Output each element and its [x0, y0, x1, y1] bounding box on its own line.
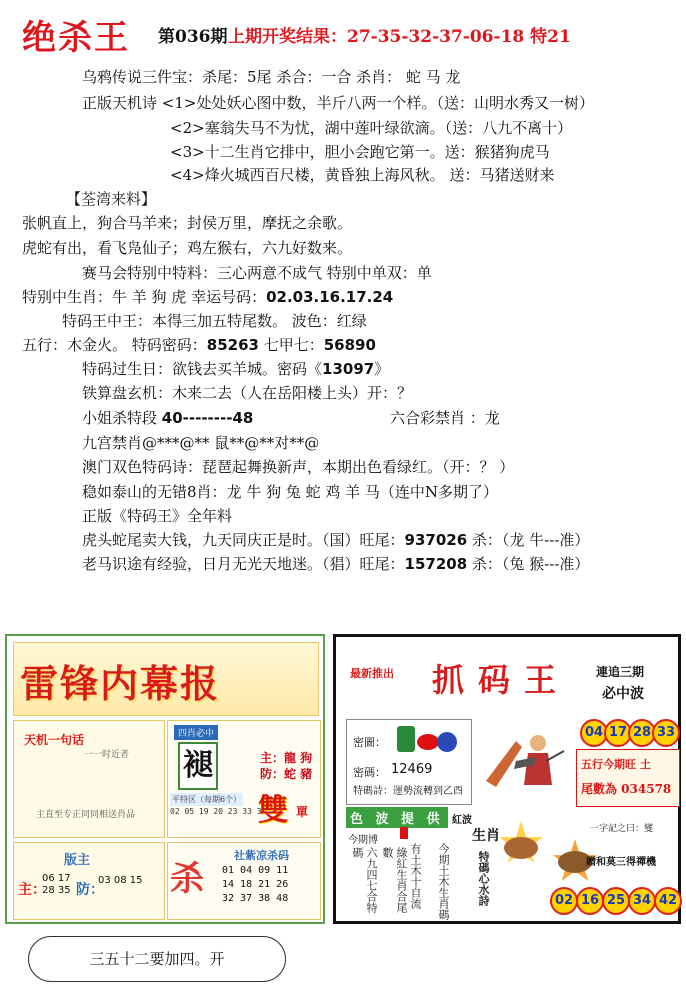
bottom-ball-5: 42 [654, 887, 682, 915]
vertical-text-4: 今期土木生肖碼 [437, 843, 450, 920]
line-tsuen-1: 张帆直上，狗合马羊来；封侯万里，摩抚之余歌。 [22, 214, 353, 232]
top-ball-2: 17 [604, 719, 632, 747]
shejun-row-2: 14 18 21 26 [222, 879, 289, 890]
line-tiger-snake [82, 531, 589, 549]
seven-code: 56890 [323, 336, 376, 354]
secret-code-value: 12469 [391, 762, 433, 777]
shejun-title: 社紫凉杀码 [234, 849, 289, 862]
shejun-row-3: 32 37 38 48 [222, 893, 289, 904]
big-char-box: 褪 [178, 742, 218, 790]
five-element-panel [576, 749, 680, 807]
new-release-tag: 最新推出 [350, 667, 394, 680]
zhu2-label: 主： [18, 882, 46, 898]
kill-segment-label: 小姐杀特段 [82, 409, 162, 427]
card1-title-band [13, 642, 319, 716]
fruit-icon [417, 734, 439, 750]
line-abacus: 铁算盘玄机：木来二去（人在岳阳楼上头）开：？ [82, 384, 413, 402]
line-five-elements [22, 336, 376, 354]
special-poem: 特碼詩：運勢流轉到乙酉 [353, 786, 463, 797]
bottom-ball-2: 16 [576, 887, 604, 915]
tiger-snake-text: 虎头蛇尾卖大钱，九天同庆正是时。（国）旺尾： [82, 531, 405, 549]
line-birthday [82, 360, 389, 378]
fang2-numbers: 03 08 15 [98, 875, 143, 886]
ball-icon [437, 732, 457, 752]
vertical-text-5: 特碼心水詩 [477, 851, 490, 906]
animal-left-icon [504, 837, 538, 859]
lucky-numbers: 02.03.16.17.24 [266, 288, 394, 306]
logo: 绝杀王 [22, 18, 130, 58]
side-line: 主直至专正同同相送肖品 [36, 810, 136, 820]
birthday-text: 特码过生日：欲钱去买羊城。密码《 [82, 360, 323, 378]
one-word-label: 一字記之曰：燮 [590, 824, 654, 834]
red-wave: 紅波 [452, 815, 472, 826]
line-eight-zodiac: 稳如泰山的无错8肖：龙 牛 狗 兔 蛇 鸡 羊 马（连中N多期了） [82, 483, 499, 501]
tail-number-text: 尾數為 034578 [581, 782, 672, 796]
line-poem-4: <4>烽火城西百尺楼，黄昏独上海风秋。 送：马猪送财来 [170, 166, 555, 184]
line-old-horse [82, 555, 589, 573]
line-nine-palace: 九宫禁肖@***@** 鼠**@**对**@ [82, 434, 320, 452]
tiger-snake-code: 937026 [404, 531, 468, 549]
zhu-zodiac: 主：龍 狗 [260, 751, 313, 765]
zone-label: 四肖必中 [174, 725, 218, 740]
zhua-ma-wang-card [333, 634, 681, 924]
cloud-hint: 三五十二要加四。开 [28, 936, 286, 982]
zodiac-label: 生肖 [472, 828, 500, 844]
old-horse-kill: 杀：（兔 猴---准） [467, 555, 590, 573]
top-ball-3: 28 [628, 719, 656, 747]
line-poem-2: <2>塞翁失马不为忧，湖中莲叶绿欲滴。（送：八九不离十） [170, 119, 573, 137]
line-jockey: 赛马会特别中特料：三心两意不成气 特别中单双：单 [82, 264, 432, 282]
color-wave-banner: 色 波 提 供 [346, 807, 448, 828]
vertical-text-1: 六九四七合特碼 [351, 847, 378, 913]
five-elements-text: 五行：木金火。 特码密码： [22, 336, 207, 354]
bottom-ball-4: 34 [628, 887, 656, 915]
top-ball-1: 04 [580, 719, 608, 747]
seven-label: 七甲七： [258, 336, 324, 354]
line-poem-1: 正版天机诗 <1>处处妖心图中数，半斤八两一个样。（送：山明水秀又一树） [82, 94, 594, 112]
shejun-row-1: 01 04 09 11 [222, 865, 289, 876]
section-tsuen-wan: 【荃湾来料】 [66, 190, 157, 208]
issue-number: 第036期 [158, 27, 228, 47]
zhu2-numbers: 06 17 28 35 [42, 873, 71, 896]
birthday-close: 》 [374, 360, 390, 378]
vertical-text-2: 綠紅生肖合尾數 [381, 847, 408, 913]
line-king: 特码王中王：本得三加五特尾数。 波色：红绿 [62, 312, 367, 330]
tianji-title: 天机一句话 [24, 733, 85, 747]
secret-panel [346, 719, 472, 805]
vertical-text-3: 有土木十自流 [409, 843, 422, 909]
warrior-illustration [476, 721, 566, 799]
dan-char: 單 [296, 805, 309, 819]
tianji-panel [13, 720, 165, 838]
secret-code: 85263 [206, 336, 259, 354]
tiger-snake-kill: 杀：（龙 牛---准） [467, 531, 590, 549]
zodiac-text: 特别中生肖：牛 羊 狗 虎 幸运号码： [22, 288, 267, 306]
top-ball-4: 33 [652, 719, 680, 747]
line-kill-segment [82, 409, 253, 427]
line-zodiac [22, 288, 393, 306]
pingte-label: 平特区（每期6个） [172, 795, 242, 804]
lei-feng-card [5, 634, 325, 924]
tianji-sub: 一一时近者 [84, 750, 130, 760]
line-macau-poem: 澳门双色特码诗：琵琶起舞换新声，本期出色看绿红。（开：？ ） [82, 458, 515, 476]
gift-text: 贈和莫三得禪機 [586, 857, 656, 868]
fang-zodiac: 防：蛇 豬 [260, 767, 313, 781]
line-crow-legend: 乌鸦传说三件宝：杀尾：5尾 杀合：一合 杀肖： 蛇 马 龙 [82, 68, 461, 86]
five-element-text: 五行今期旺 土 [581, 758, 651, 771]
kill-panel [167, 842, 321, 920]
ban-panel [13, 842, 165, 920]
kill-segment-range: 40--------48 [161, 409, 254, 427]
pingte-numbers: 02 05 19 20 23 33 36 45 [170, 807, 281, 816]
secret-code-label: 密碼： [353, 766, 386, 779]
old-horse-text: 老马识途有经验，日月无光天地迷。（猖）旺尾： [82, 555, 405, 573]
card1-title: 雷锋内幕报 [20, 661, 221, 706]
three-periods: 連追三期 [596, 665, 645, 679]
birthday-code: 13097 [322, 360, 375, 378]
ban-label: 版主 [64, 853, 91, 868]
line-banned-zodiac: 六合彩禁肖 ：龙 [390, 409, 500, 427]
old-horse-code: 157208 [404, 555, 468, 573]
card2-title: 抓码王 [432, 661, 571, 699]
bottom-ball-1: 02 [550, 887, 578, 915]
last-result: 上期开奖结果：27-35-32-37-06-18 特21 [228, 27, 571, 47]
line-annual: 正版《特码王》全年料 [82, 507, 233, 525]
shuang-char: 雙 [258, 793, 288, 828]
fang2-label: 防： [76, 882, 104, 898]
line-tsuen-2: 虎蛇有出，看飞凫仙子；鸡左猴右，六九好数来。 [22, 239, 353, 257]
bottle-icon [397, 726, 415, 752]
must-hit-wave: 必中波 [602, 686, 644, 702]
bottom-ball-3: 25 [602, 887, 630, 915]
sha-char: 杀 [170, 859, 204, 899]
this-period-label: 今期博 [348, 835, 378, 846]
secret-picture-label: 密圖： [353, 736, 386, 749]
red-mark-icon [400, 827, 408, 839]
line-poem-3: <3>十二生肖它排中，胆小会跑它第一。送：猴猪狗虎马 [170, 143, 550, 161]
